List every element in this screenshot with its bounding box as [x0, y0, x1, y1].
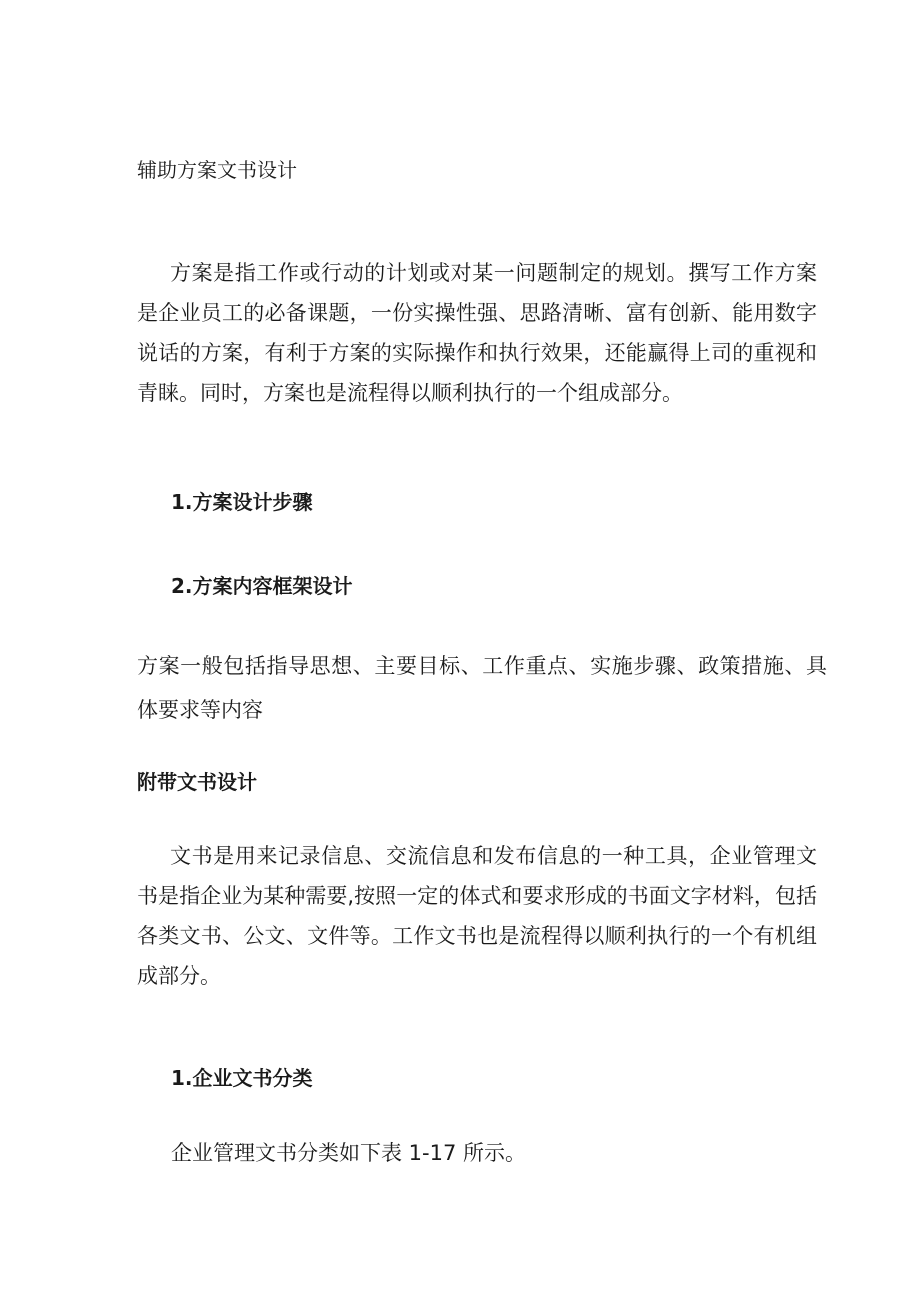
- paragraph-table-reference: 企业管理文书分类如下表 1-17 所示。: [171, 1141, 527, 1165]
- heading-plan-design-steps: 1.方案设计步骤: [171, 490, 313, 514]
- heading-plan-content-framework: 2.方案内容框架设计: [171, 574, 353, 598]
- paragraph-plan-contents: 方案一般包括指导思想、主要目标、工作重点、实施步骤、政策措施、具体要求等内容: [137, 654, 827, 722]
- paragraph-plan-definition: 方案是指工作或行动的计划或对某一问题制定的规划。撰写工作方案是企业员工的必备课题，一份实操性强、思路清晰、富有创新、能用数字说话的方案，有利于方案的实际操作和执行效果，还能赢得上司的重视和青睐。同时，方案也是流程得以顺利执行的一个组成部分。: [137, 261, 817, 405]
- document-title: 辅助方案文书设计: [137, 158, 297, 182]
- heading-document-classification: 1.企业文书分类: [171, 1066, 313, 1090]
- paragraph-document-definition: 文书是用来记录信息、交流信息和发布信息的一种工具，企业管理文书是指企业为某种需要,按照一定的体式和要求形成的书面文字材料，包括各类文书、公文、文件等。工作文书也是流程得以顺利执行的一个有机组成部分。: [137, 844, 817, 988]
- section-title-attached-documents: 附带文书设计: [137, 770, 257, 794]
